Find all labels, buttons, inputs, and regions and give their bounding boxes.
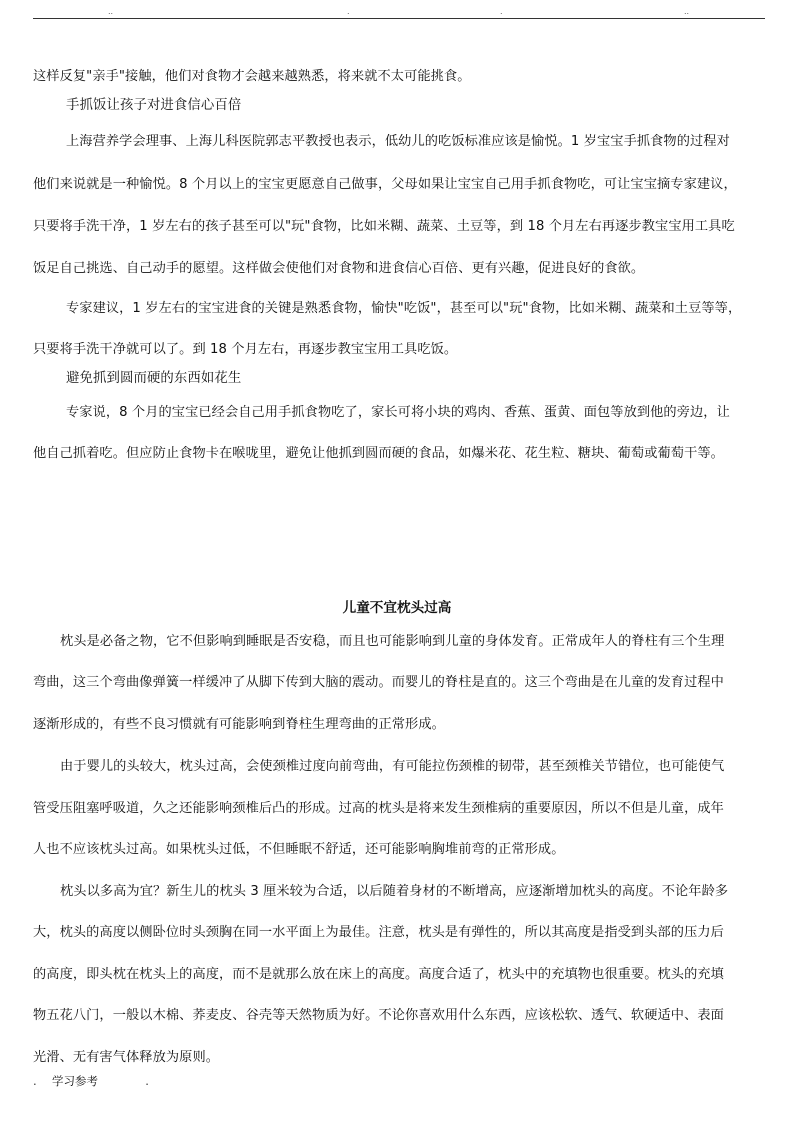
paragraph-line: 只要将手洗干净，1 岁左右的孩子甚至可以"玩"食物，比如米糊、蔬菜、土豆等，到 18 个月左右再逐步教宝宝用工具吃 [33, 219, 735, 234]
paragraph-line: 弯曲，这三个弯曲像弹簧一样缓冲了从脚下传到大脑的震动。而婴儿的脊柱是直的。这三个弯曲是在儿童的发育过程中 [33, 675, 724, 690]
paragraph-line: 饭足自己挑选、自己动手的愿望。这样做会使他们对食物和进食信心百倍、更有兴趣，促进良好的食欲。 [33, 261, 645, 276]
footer-dot: . [33, 1074, 37, 1088]
paragraph-line: 上海营养学会理事、上海儿科医院郭志平教授也表示，低幼儿的吃饭标准应该是愉悦。1 岁宝宝手抓食物的过程对 [66, 134, 730, 149]
paragraph-line: 这样反复"亲手"接触，他们对食物才会越来越熟悉，将来就不太可能挑食。 [33, 69, 471, 84]
paragraph-line: 管受压阻塞呼吸道，久之还能影响颈椎后凸的形成。过高的枕头是将来发生颈椎病的重要原因，所以不但是儿童，成年 [33, 801, 724, 816]
subheading-hand-feeding: 手抓饭让孩子对进食信心百倍 [66, 98, 242, 113]
paragraph-line: 物五花八门，一般以木棉、荞麦皮、谷壳等天然物质为好。不论你喜欢用什么东西，应该松软、透气、软硬适中、表面 [33, 1008, 724, 1023]
article-title: 儿童不宜枕头过高 [342, 600, 452, 616]
paragraph-line: 由于婴儿的头较大，枕头过高，会使颈椎过度向前弯曲，有可能拉伤颈椎的韧带，甚至颈椎关节错位，也可能使气 [60, 759, 725, 774]
paragraph-line: 光滑、无有害气体释放为原则。 [33, 1050, 220, 1065]
paragraph-line: 枕头是必备之物，它不但影响到睡眠是否安稳，而且也可能影响到儿童的身体发育。正常成年人的脊柱有三个生理 [60, 634, 725, 649]
footer-dot: . [145, 1074, 149, 1088]
paragraph-line: 枕头以多高为宜？新生儿的枕头 3 厘米较为合适，以后随着身材的不断增高，应逐渐增加枕头的高度。不论年龄多 [60, 884, 729, 899]
paragraph-line: 逐渐形成的，有些不良习惯就有可能影响到脊柱生理弯曲的正常形成。 [33, 717, 445, 732]
paragraph-line: 他们来说就是一种愉悦。8 个月以上的宝宝更愿意自己做事，父母如果让宝宝自己用手抓食物吃，可让宝宝摘专家建议， [33, 177, 737, 192]
paragraph-line: 人也不应该枕头过高。如果枕头过低，不但睡眠不舒适，还可能影响胸堆前弯的正常形成。 [33, 842, 565, 857]
paragraph-line: 专家说，8 个月的宝宝已经会自己用手抓食物吃了，家长可将小块的鸡肉、香蕉、蛋黄、面包等放到他的旁边，让 [66, 405, 730, 420]
header-dot: . [347, 7, 350, 16]
paragraph-line: 只要将手洗干净就可以了。到 18 个月左右，再逐步教宝宝用工具吃饭。 [33, 342, 458, 357]
page-footer [33, 1073, 149, 1089]
footer-label: 学习参考 [51, 1074, 98, 1088]
header-dot: .. [108, 7, 114, 16]
header-dot: . [500, 7, 503, 16]
header-dot: .. [684, 7, 690, 16]
paragraph-line: 他自己抓着吃。但应防止食物卡在喉咙里，避免让他抓到圆而硬的食品，如爆米花、花生粒、糖块、葡萄或葡萄干等。 [33, 446, 724, 461]
header-rule [33, 18, 765, 19]
subheading-avoid-hard-food: 避免抓到圆而硬的东西如花生 [66, 371, 242, 386]
paragraph-line: 大，枕头的高度以侧卧位时头颈胸在同一水平面上为最佳。注意，枕头是有弹性的，所以其高度是指受到头部的压力后 [33, 925, 724, 940]
paragraph-line: 的高度，即头枕在枕头上的高度，而不是就那么放在床上的高度。高度合适了，枕头中的充填物也很重要。枕头的充填 [33, 967, 724, 982]
paragraph-line: 专家建议，1 岁左右的宝宝进食的关键是熟悉食物，愉快"吃饭"，甚至可以"玩"食物，比如米糊、蔬菜和土豆等等， [66, 301, 742, 316]
